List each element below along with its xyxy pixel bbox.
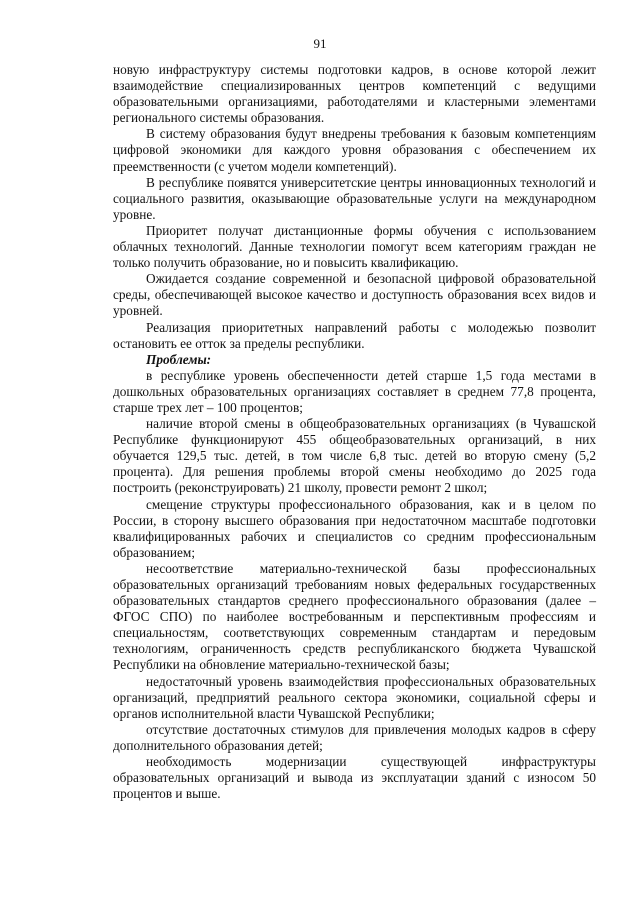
problem-item: в республике уровень обеспеченности детей старше 1,5 года местами в дошкольных образовательных организациях составляет в среднем 77,8 процента, старше трех лет – 100 процентов; bbox=[113, 367, 596, 415]
paragraph: Ожидается создание современной и безопасной цифровой образовательной среды, обеспечивающей высокое качество и доступность образования всех видов и уровней. bbox=[113, 271, 596, 319]
paragraph: новую инфраструктуру системы подготовки кадров, в основе которой лежит взаимодействие специализированных центров компетенций с ведущими образовательными организациями, работодателями и кластерными элементами регионального системы образования. bbox=[113, 62, 596, 126]
page-body bbox=[113, 62, 596, 802]
problem-item: смещение структуры профессионального образования, как и в целом по России, в сторону высшего образования при недостаточном масштабе подготовки квалифицированных рабочих и специалистов со средним профессиональным образованием; bbox=[113, 496, 596, 560]
paragraph: В республике появятся университетские центры инновационных технологий и социального развития, оказывающие образовательные услуги на международном уровне. bbox=[113, 174, 596, 222]
page-number: 91 bbox=[313, 36, 327, 51]
problem-item: недостаточный уровень взаимодействия профессиональных образовательных организаций, предприятий реального сектора экономики, социальной сферы и органов исполнительной власти Чувашской Республики; bbox=[113, 673, 596, 721]
problem-item: отсутствие достаточных стимулов для привлечения молодых кадров в сферу дополнительного образования детей; bbox=[113, 721, 596, 753]
paragraph: Приоритет получат дистанционные формы обучения с использованием облачных технологий. Данные технологии помогут всем категориям граждан не только получить образование, но и повысить квалификацию. bbox=[113, 222, 596, 271]
problem-item: несоответствие материально-технической базы профессиональных образовательных организаций требованиям новых федеральных государственных образовательных стандартов среднего профессионального образования (далее – ФГОС СПО) по наиболее востребованным и перспективным профессиям и специальностям, соответствующих современным стандартам и передовым технологиям, ограниченность средств республиканского бюджета Чувашской Республики на обновление материально-технической базы; bbox=[113, 560, 596, 673]
problems-heading: Проблемы: bbox=[146, 351, 212, 367]
problem-item: наличие второй смены в общеобразовательных организациях (в Чувашской Республике функционируют 455 общеобразовательных организаций, в них обучается 129,5 тыс. детей, в том числе 6,8 тыс. детей во вторую смену (5,2 процента). Для решения проблемы второй смены необходимо до 2025 года построить (реконструировать) 21 школу, провести ремонт 2 школ; bbox=[113, 416, 596, 496]
problem-item: необходимость модернизации существующей инфраструктуры образовательных организаций и вывода из эксплуатации зданий с износом 50 процентов и выше. bbox=[113, 754, 596, 802]
paragraph: В систему образования будут внедрены требования к базовым компетенциям цифровой экономики для каждого уровня образования с обеспечением их преемственности (с учетом модели компетенций). bbox=[113, 126, 596, 174]
paragraph: Реализация приоритетных направлений работы с молодежью позволит остановить ее отток за пределы республики. bbox=[113, 319, 596, 351]
